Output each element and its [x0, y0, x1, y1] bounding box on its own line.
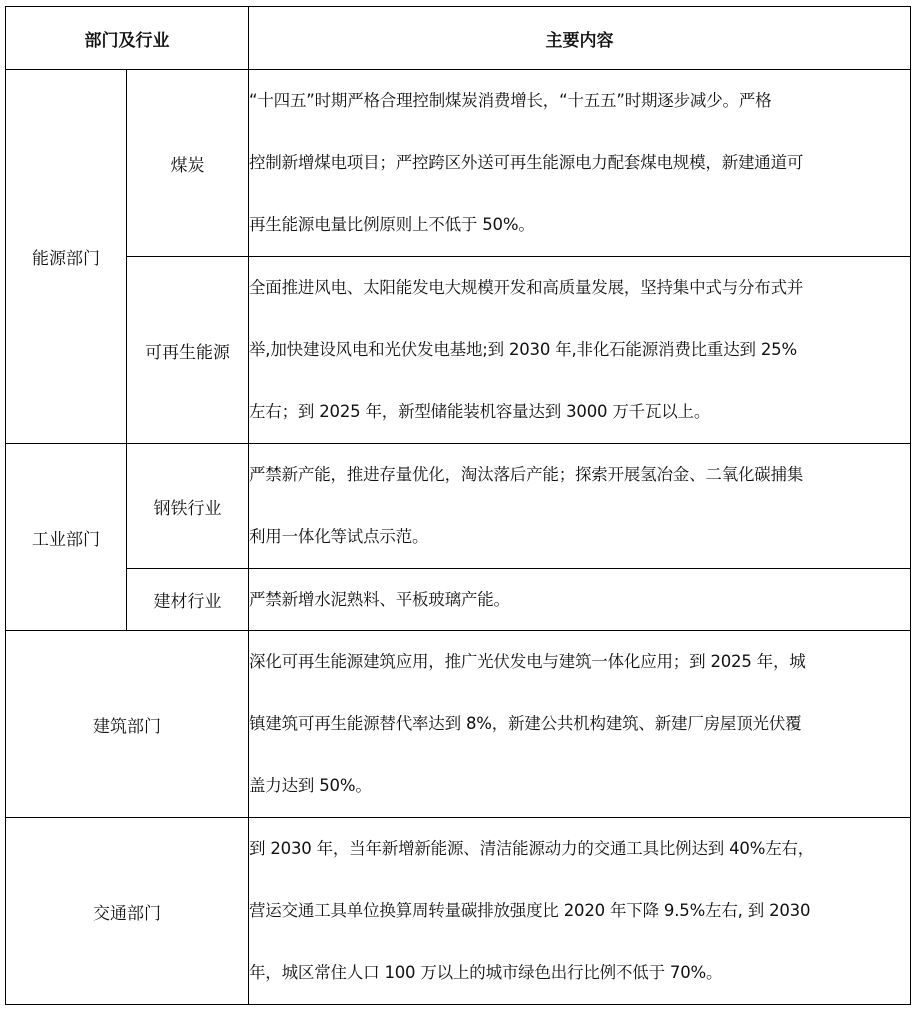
content-line: 全面推进风电、太阳能发电大规模开发和高质量发展，坚持集中式与分布式并 [249, 278, 804, 297]
dept-construction: 建筑部门 [6, 631, 249, 818]
table-row-industry-building-materials [6, 569, 911, 631]
content-line: 深化可再生能源建筑应用，推广光伏发电与建筑一体化应用；到 2025 年，城 [249, 652, 806, 671]
header-main-content: 主要内容 [249, 7, 911, 70]
content-line: 严禁新产能，推进存量优化，淘汰落后产能；探索开展氢冶金、二氧化碳捕集 [249, 465, 804, 484]
content-transport [249, 818, 911, 1005]
content-renewable [249, 257, 911, 444]
sub-steel: 钢铁行业 [127, 444, 249, 569]
content-line: 营运交通工具单位换算周转量碳排放强度比 2020 年下降 9.5%左右, 到 2030 [249, 901, 811, 920]
dept-energy: 能源部门 [6, 70, 127, 444]
content-line: 左右；到 2025 年，新型储能装机容量达到 3000 万千瓦以上。 [249, 402, 711, 421]
content-building-materials [249, 569, 911, 631]
content-construction [249, 631, 911, 818]
content-line: 控制新增煤电项目；严控跨区外送可再生能源电力配套煤电规模，新建通道可 [249, 153, 804, 172]
content-coal [249, 70, 911, 257]
table-row-construction [6, 631, 911, 818]
content-line: 年，城区常住人口 100 万以上的城市绿色出行比例不低于 70%。 [249, 963, 723, 982]
content-line: 举,加快建设风电和光伏发电基地;到 2030 年,非化石能源消费比重达到 25% [249, 340, 797, 359]
content-line: 严禁新增水泥熟料、平板玻璃产能。 [249, 589, 510, 609]
header-row [6, 7, 911, 70]
sub-renewable: 可再生能源 [127, 257, 249, 444]
dept-industry: 工业部门 [6, 444, 127, 631]
content-line: 到 2030 年，当年新增新能源、清洁能源动力的交通工具比例达到 40%左右， [249, 839, 815, 858]
sub-building-materials: 建材行业 [127, 569, 249, 631]
table-row-energy-coal [6, 70, 911, 257]
content-line: 盖力达到 50%。 [249, 776, 372, 795]
content-line: 再生能源电量比例原则上不低于 50%。 [249, 215, 535, 234]
content-line: 利用一体化等试点示范。 [249, 527, 429, 546]
policy-table [5, 6, 911, 1005]
sub-coal: 煤炭 [127, 70, 249, 257]
content-line: “十四五”时期严格合理控制煤炭消费增长，“十五五”时期逐步减少。严格 [249, 91, 772, 110]
content-steel [249, 444, 911, 569]
table-row-energy-renewable [6, 257, 911, 444]
table-row-industry-steel [6, 444, 911, 569]
content-line: 镇建筑可再生能源替代率达到 8%，新建公共机构建筑、新建厂房屋顶光伏覆 [249, 714, 802, 733]
table-row-transport [6, 818, 911, 1005]
dept-transport: 交通部门 [6, 818, 249, 1005]
header-dept-industry: 部门及行业 [6, 7, 249, 70]
